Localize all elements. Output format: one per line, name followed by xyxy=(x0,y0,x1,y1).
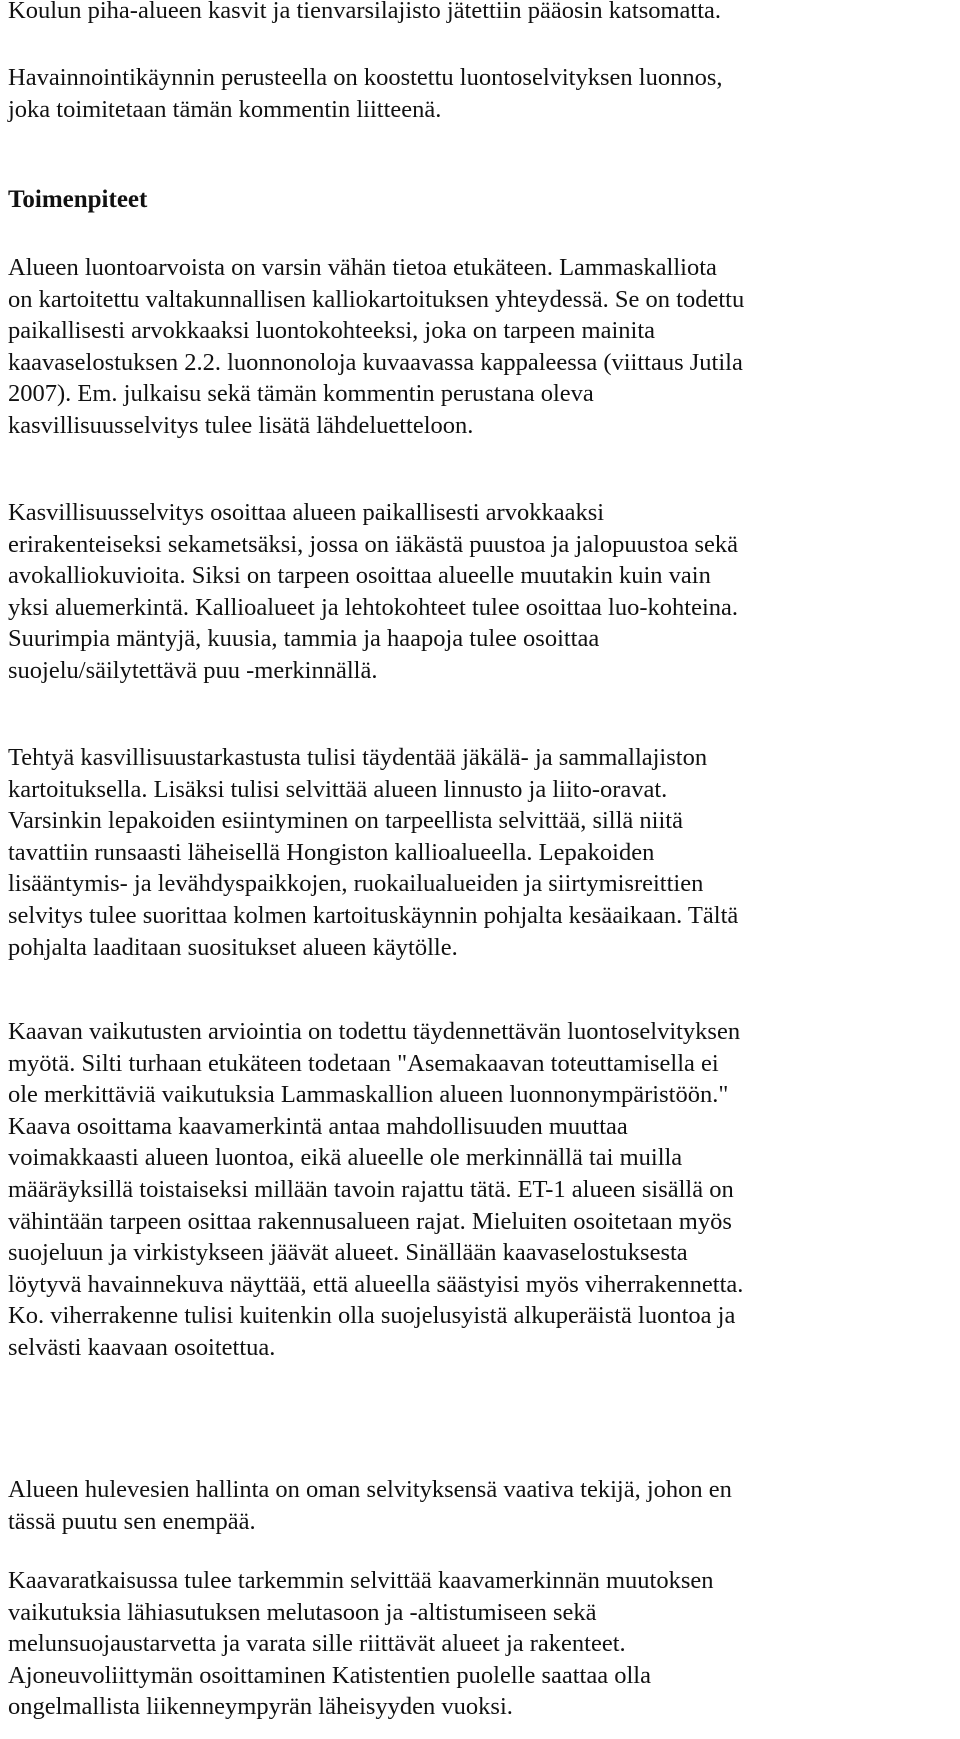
text-line: ongelmallista liikenneympyrän läheisyyden vuoksi. xyxy=(8,1693,513,1721)
text-line: lisääntymis- ja levähdyspaikkojen, ruokailualueiden ja siirtymisreittien xyxy=(8,870,704,898)
text-line: suojeluun ja virkistykseen jäävät alueet. Sinällään kaavaselostuksesta xyxy=(8,1239,688,1267)
paragraph-stormwater xyxy=(8,1474,948,1537)
text-line: kaavaselostuksen 2.2. luonnonoloja kuvaavassa kappaleessa (viittaus Jutila xyxy=(8,348,743,376)
paragraph-vegetation-survey xyxy=(8,497,948,687)
text-line: joka toimitetaan tämän kommentin liitteenä. xyxy=(8,95,442,123)
text-line: ole merkittäviä vaikutuksia Lammaskallion alueen luonnonympäristöön." xyxy=(8,1081,729,1109)
text-line: vaikutuksia lähiasutuksen melutasoon ja -altistumiseen sekä xyxy=(8,1598,597,1626)
text-line: kasvillisuusselvitys tulee lisätä lähdeluetteloon. xyxy=(8,411,474,439)
text-line: melunsuojaustarvetta ja varata sille riittävät alueet ja rakenteet. xyxy=(8,1630,626,1658)
paragraph-additional-surveys xyxy=(8,742,948,963)
text-line: Kaava osoittama kaavamerkintä antaa mahdollisuuden muuttaa xyxy=(8,1112,628,1140)
text-line: pohjalta laaditaan suositukset alueen käytölle. xyxy=(8,933,458,961)
text-line: Ko. viherrakenne tulisi kuitenkin olla suojelusyistä alkuperäistä luontoa ja xyxy=(8,1302,736,1330)
text-line: Kaavaratkaisussa tulee tarkemmin selvittää kaavamerkinnän muutoksen xyxy=(8,1567,714,1594)
text-line: tässä puutu sen enempää. xyxy=(8,1507,256,1535)
text-line: suojelu/säilytettävä puu -merkinnällä. xyxy=(8,656,378,684)
paragraph-impact-assessment xyxy=(8,1016,948,1364)
paragraph-survey-draft xyxy=(8,62,948,125)
paragraph-nature-values xyxy=(8,252,948,442)
text-line: Alueen luontoarvoista on varsin vähän tietoa etukäteen. Lammaskalliota xyxy=(8,254,717,281)
text-line: Tehtyä kasvillisuustarkastusta tulisi täydentää jäkälä- ja sammallajiston xyxy=(8,744,708,771)
text-line: Suurimpia mäntyjä, kuusia, tammia ja haapoja tulee osoittaa xyxy=(8,625,600,653)
paragraph-school-yard xyxy=(8,0,948,27)
text-line: Kasvillisuusselvitys osoittaa alueen paikallisesti arvokkaaksi xyxy=(8,499,605,526)
text-line: on kartoitettu valtakunnallisen kalliokartoituksen yhteydessä. Se on todettu xyxy=(8,285,745,313)
text-line: voimakkaasti alueen luontoa, eikä alueelle ole merkinnällä tai muilla xyxy=(8,1144,683,1172)
text-line: erirakenteiseksi sekametsäksi, jossa on iäkästä puustoa ja jalopuustoa sekä xyxy=(8,530,739,558)
section-heading xyxy=(8,184,948,216)
text-line: 2007). Em. julkaisu sekä tämän kommentin perustana oleva xyxy=(8,380,594,408)
paragraph-noise-traffic xyxy=(8,1565,948,1723)
text-line: yksi aluemerkintä. Kallioalueet ja lehtokohteet tulee osoittaa luo-kohteina. xyxy=(8,593,738,621)
text-line: myötä. Silti turhaan etukäteen todetaan "Asemakaavan toteuttamisella ei xyxy=(8,1049,719,1077)
text-line: löytyvä havainnekuva näyttää, että alueella säästyisi myös viherrakennetta. xyxy=(8,1270,744,1298)
text-line: Havainnointikäynnin perusteella on koostettu luontoselvityksen luonnos, xyxy=(8,64,723,91)
text-line: Kaavan vaikutusten arviointia on todettu täydennettävän luontoselvityksen xyxy=(8,1018,741,1045)
text-line: Ajoneuvoliittymän osoittaminen Katistentien puolelle saattaa olla xyxy=(8,1661,651,1689)
text-line: Varsinkin lepakoiden esiintyminen on tarpeellista selvittää, sillä niitä xyxy=(8,807,683,835)
text-line: paikallisesti arvokkaaksi luontokohteeksi, joka on tarpeen mainita xyxy=(8,317,656,345)
text-line: Koulun piha-alueen kasvit ja tienvarsilajisto jätettiin pääosin katsomatta. xyxy=(8,0,722,24)
text-line: selvästi kaavaan osoitettua. xyxy=(8,1333,276,1361)
text-line: tavattiin runsaasti läheisellä Hongiston kallioalueella. Lepakoiden xyxy=(8,838,655,866)
text-line: selvitys tulee suorittaa kolmen kartoituskäynnin pohjalta kesäaikaan. Tältä xyxy=(8,901,739,929)
text-line: Alueen hulevesien hallinta on oman selvityksensä vaativa tekijä, johon en xyxy=(8,1476,732,1503)
text-line: määräyksillä toistaiseksi millään tavoin rajattu tätä. ET-1 alueen sisällä on xyxy=(8,1175,734,1203)
text-line: vähintään tarpeen osittaa rakennusalueen rajat. Mieluiten osoitetaan myös xyxy=(8,1207,732,1235)
heading-text: Toimenpiteet xyxy=(8,186,148,213)
text-line: kartoituksella. Lisäksi tulisi selvittää alueen linnusto ja liito-oravat. xyxy=(8,775,668,803)
text-line: avokalliokuvioita. Siksi on tarpeen osoittaa alueelle muutakin kuin vain xyxy=(8,562,711,590)
